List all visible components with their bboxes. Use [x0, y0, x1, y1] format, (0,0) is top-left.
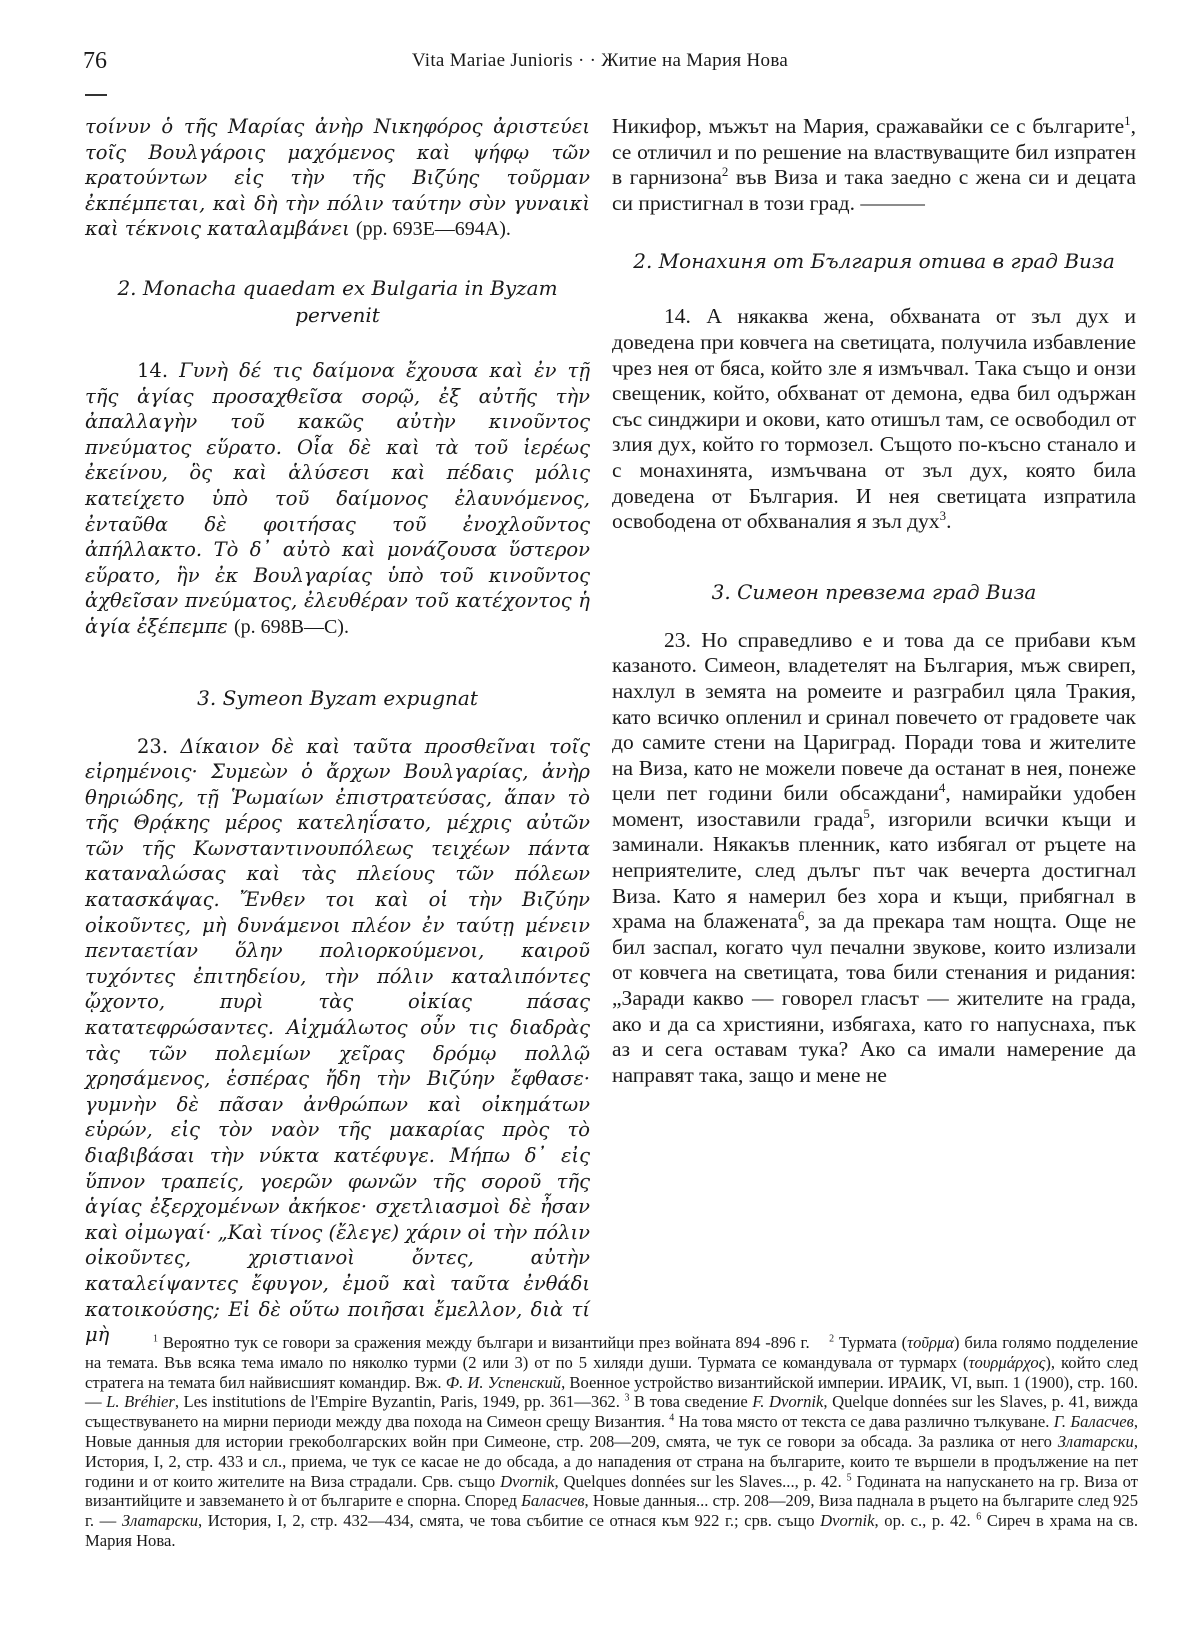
section2-greek-text: Γυνὴ δέ τις δαίμονα ἔχουσα καὶ ἐν τῇ τῆς ἁγίας προσαχθεῖσα σορῷ, ἐξ αὐτῆς τὴν ἀπαλλαγὴν τοῦ κακῶς αὐτὴν κινοῦντος πνεύματος εὕρατο. Οἷα δὲ καὶ τὰ τοῦ ἱερέως ἐκείνου, ὃς καὶ ἁλύσεσι καὶ πέδαις μόλις κατείχετο ὑπὸ τοῦ δαίμονος ἐλαυνόμενος, ἐνταῦθα δὲ φοιτήσας τοῦ ἐνοχλοῦντος ἀπήλλακτο. Τὸ δ᾽ αὐτὸ καὶ μονάζουσα ὕστερον εὕρατο, ἣν ἐκ Βουλγαρίας ὑπὸ τοῦ κινοῦντος ἀχθεῖσαν πνεύματος, ἐλευθέραν τοῦ κατέχοντος ἡ ἁγία ἐξέπεμπε [85, 358, 591, 638]
fn2-greek-term-2: τουρμάρχος [968, 1352, 1046, 1372]
intro-reference: (pp. 693E—694A). [355, 218, 511, 241]
fn4-author-2: Златарски [1057, 1431, 1134, 1451]
section2-bulgarian-paragraph [612, 304, 1136, 534]
fn2-text-d: , Военное устройство византийской империи. ИРАИК, VI, вып. 1 (1900), стр. 160. — [85, 1372, 1138, 1412]
footnote-ref-3[interactable]: 3 [939, 508, 947, 523]
fn4-author-3: Dvornik [500, 1471, 555, 1491]
fn5-text-d: , op. c., p. 42. [874, 1511, 971, 1531]
page-number: 76 [83, 48, 107, 74]
section3-text-d: , за да прекара там нощта. Още не бил заспал, когато чул печални звукове, които излизали от ковчега на светицата, това били стенания и ридания: „Заради какво — говорел гласът — жителите на града, ако и да са християни, избягаха, като го напуснаха, пък аз и сега оставам тука? Ако са имали намерение да направят така, защо и мене не [612, 909, 1137, 1087]
section3-latin-heading: 3. Symeon Byzam expugnat [197, 685, 478, 710]
footnotes [85, 1333, 1138, 1551]
fn5-author-1: Баласчев [521, 1491, 585, 1511]
footnote-ref-2[interactable]: 2 [721, 165, 729, 180]
section3-greek-paragraph [85, 734, 590, 1348]
section3-greek-text: Δίκαιον δὲ καὶ ταῦτα προσθεῖναι τοῖς εἰρημένοις· Συμεὼν ὁ ἄρχων Βουλγαρίας, ἀνὴρ θηριώδης, τῇ Ῥωμαίων ἐπιστρατεύσας, ἅπαν τὸ τῆς Θρᾴκης μέρος κατεληΐσατο, μέχρις αὐτῶν τῶν τῆς Κωνσταντινουπόλεως τειχέων πάντα καταναλώσας καὶ τὰς πλείους τῶν πόλεων κατασκάψας. Ἔνθεν τοι καὶ οἱ τὴν Βιζύην οἰκοῦντες, μὴ δυνάμενοι πλέον ἐν ταύτῃ μένειν πενταετίαν ὅλην πολιορκούμενοι, καιροῦ τυχόντες ἐπιτηδείου, τὴν πόλιν καταλιπόντες ᾤχοντο, πυρὶ τὰς οἰκίας πάσας κατατεφρώσαντες. Αἰχμάλωτος οὖν τις διαδρὰς τὰς τῶν πολεμίων χεῖρας δρόμῳ πολλῷ χρησάμενος, ἑσπέρας ἤδη τὴν Βιζύην ἔφθασε· γυμνὴν δὲ πᾶσαν ἀνθρώπων καὶ οἰκημάτων εὑρών, εἰς τὸν ναὸν τῆς μακαρίας πρὸς τὸ διαβιβάσαι τὴν νύκτα κατέφυγε. Μήπω δ᾽ εἰς ὕπνον τραπείς, γοερῶν φωνῶν τῆς σοροῦ τῆς ἁγίας ἐξερχομένων ἀκήκοε· σχετλιασμοὶ δὲ ἦσαν καὶ οἰμωγαί· „Καὶ τίνος (ἔλεγε) χάριν οἱ τὴν πόλιν οἰκοῦντες, χριστιανοὶ ὄντες, αὐτὴν καταλείψαντες ἔφυγον, ἐμοῦ καὶ ταῦτα ἐνθάδι κατοικούσης; Εἰ δὲ οὕτω ποιῆσαι ἔμελλον, διὰ τί μὴ [85, 734, 591, 1347]
intro-text-c: във Виза и така заедно с жена си и децата си пристигнал в този град. ——— [612, 165, 1136, 215]
footnote-mark-4: 4 [669, 1412, 675, 1424]
intro-greek-paragraph [85, 114, 590, 243]
fn2-text-e: , Les institutions de l'Empire Byzantin, Paris, 1949, pp. 361—362. [174, 1392, 620, 1412]
fn5-author-2: Златарски [121, 1511, 199, 1531]
footnote-ref-6[interactable]: 6 [797, 909, 805, 924]
fn5-text-a: Годината на напускането на гр. Виза от византийците и завземането ѝ от българите е спорна. Според [85, 1471, 1138, 1511]
intro-text-a: Никифор, мъжът на Мария, сражавайки се с българите [612, 114, 1125, 138]
fn4-text-a: На това място от текста се дава различно тълкуване. [678, 1412, 1054, 1432]
footnote-mark-3: 3 [624, 1392, 630, 1404]
section3-text-a: Но справедливо е и това да се прибави към казаното. Симеон, владетелят на България, мъж свиреп, нахлул в земята на ромеите и разграбил цяла Тракия, като всичко опленил и сринал повечето от градовете чак до самите стени на Цариград. Поради това и жителите на Виза, като не можели повече да останат в нея, понеже цели пет години били обсаждани [612, 627, 1136, 806]
footnote-mark-6: 6 [976, 1511, 982, 1523]
section2-greek-paragraph [85, 358, 590, 641]
footnote-mark-1: 1 [153, 1333, 158, 1345]
section2-latin-heading: 2. Monacha quaedam ex Bulgaria in Byzam pervenit [117, 275, 558, 327]
footnote-ref-4[interactable]: 4 [938, 781, 946, 796]
section2-bulgarian-heading: 2. Монахиня от България отива в град Виза [633, 249, 1115, 274]
footnote-mark-2: 2 [829, 1333, 835, 1345]
fn3-text-a: В това сведение [634, 1392, 753, 1412]
fn2-author-2: L. Bréhier [106, 1392, 175, 1412]
footnote-1: Вероятно тук се говори за сражения между българи и византийци през войната 894 -896 г. [162, 1333, 810, 1352]
fn2-text-a: Турмата ( [838, 1333, 908, 1352]
fn2-text-c: ), който след стратега на темата бил найвисшият командир. Вж. [85, 1352, 1138, 1392]
fn3-author: F. Dvornik [752, 1392, 824, 1412]
section2-end: . [946, 509, 952, 534]
fn2-text-b: ) била голямо подделение на темата. Във всяка тема имало по няколко турми (2 или 3) от по 5 хиляди души. Турмата се командувала от турмарх ( [85, 1333, 1138, 1372]
greek-column [85, 114, 590, 1348]
section2-bulgarian-text: А някаква жена, обхваната от зъл дух и доведена при ковчега на светицата, получила избавление чрез нея от бяса, който зле я измъчвал. Така също и онзи свещеник, който, обхванат от демона, едва бил одържан със синджири и окови, като отишъл там, се освободил от злия дух, който го тормозел. Същото по-късно станало и с монахинята, измъчвана от зъл дух, която била доведена от България. И нея светицата изпратила освободена от обхваналия я зъл дух [612, 304, 1137, 534]
fn5-text-c: , История, I, 2, стр. 432—434, смята, че това събитие се отнася към 922 г.; срв. също [198, 1511, 821, 1531]
fn2-greek-term-1: τοῦρμα [907, 1333, 954, 1352]
footnote-6: Сиреч в храма на св. Мария Нова. [85, 1511, 1138, 1550]
running-title: Vita Mariae Junioris · · Житие на Мария Нова [411, 50, 789, 71]
fn5-author-3: Dvornik [820, 1511, 875, 1531]
section2-number-bg: 14. [664, 304, 691, 329]
fn4-author-1: Г. Баласчев [1053, 1412, 1134, 1432]
section3-bulgarian-paragraph [612, 628, 1136, 1089]
fn4-text-d: , Quelques données sur les Slaves..., p. 42. [554, 1471, 842, 1491]
section2-number: 14. [137, 358, 169, 382]
section3-number-bg: 23. [664, 627, 691, 652]
bulgarian-column [612, 114, 1136, 1088]
fn4-text-b: , Новые данныя для истории грекоболгарских войн при Симеоне, стр. 208—209, смята, че тук се говори за обсада. За разлика от него [85, 1412, 1138, 1451]
section3-bulgarian-heading: 3. Симеон превзема град Виза [711, 579, 1037, 604]
footnote-ref-5[interactable]: 5 [863, 806, 870, 821]
page-number-rule [85, 94, 107, 96]
section2-reference: (p. 698B—C). [233, 615, 349, 638]
fn2-author-1: Ф. И. Успенский [445, 1372, 562, 1392]
section3-text-b: , намирайки удобен момент, изоставили града [612, 781, 1137, 831]
fn5-text-b: , Новые данныя... стр. 208—209, Виза паднала в ръцето на българите след 925 г. — [85, 1491, 1139, 1531]
intro-bulgarian-paragraph [612, 114, 1136, 216]
section3-text-c: , изгорили всички къщи и заминали. Някакъв пленник, като избягал от ръцете на неприятелите, след дълъг път чак вечерта достигнал Виза. Като я намерил без хора и къщи, прибягнал в храма на блажената [612, 806, 1136, 934]
footnote-mark-5: 5 [846, 1472, 852, 1484]
footnote-ref-1[interactable]: 1 [1124, 113, 1131, 128]
fn3-text-b: , Quelque données sur les Slaves, p. 41, вижда съществуването на мирни периоди между два похода на Симеон срещу Византия. [85, 1392, 1139, 1432]
intro-text-b: , се отличил и по решение на властвуващите бил изпратен в гарнизона [612, 114, 1136, 190]
intro-greek-text: τοίνυν ὁ τῆς Μαρίας ἀνὴρ Νικηφόρος ἀριστεύει τοῖς Βουλγάροις μαχόμενος καὶ ψήφῳ τῶν κρατούντων εἰς τὴν τῆς Βιζύης τοῦρμαν ἐκπέμπεται, καὶ δὴ τὴν πόλιν ταύτην σὺν γυναικὶ καὶ τέκνοις καταλαμβάνει [85, 115, 590, 241]
section3-number: 23. [137, 734, 169, 758]
fn4-text-c: , История, I, 2, стр. 433 и сл., приема, че тук се касае не до обсада, а до нападения от страна на българите, които те вършели в продължение на пет години и от които жителите на Виза страдали. Срв. също [85, 1431, 1138, 1491]
